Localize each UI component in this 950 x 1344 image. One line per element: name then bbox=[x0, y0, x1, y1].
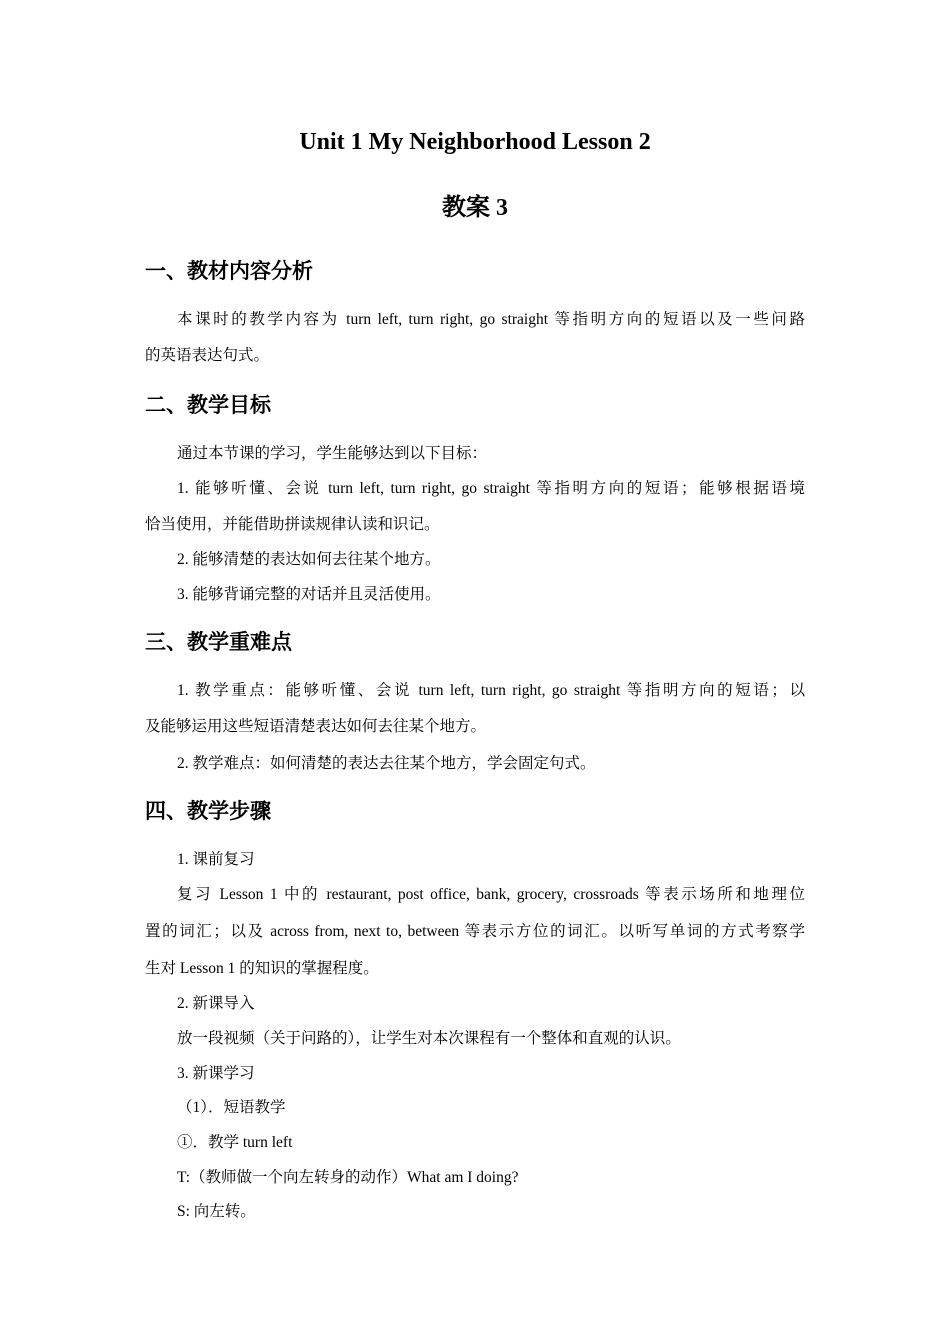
document-subtitle: 教案 3 bbox=[442, 195, 508, 221]
paragraph-line: 通过本节课的学习，学生能够达到以下目标： bbox=[177, 445, 488, 462]
paragraph-line: 2. 新课导入 bbox=[177, 995, 255, 1012]
paragraph-line: T:（教师做一个向左转身的动作）What am I doing? bbox=[177, 1169, 519, 1186]
paragraph-line: 1. 教学重点：能够听懂、会说 turn left, turn right, go straight 等指明方向的短语；以 bbox=[177, 682, 805, 699]
paragraph-line: 3. 新课学习 bbox=[177, 1065, 255, 1082]
paragraph-line: 3. 能够背诵完整的对话并且灵活使用。 bbox=[177, 586, 441, 603]
paragraph-line: 及能够运用这些短语清楚表达如何去往某个地方。 bbox=[145, 718, 487, 735]
paragraph-line: 的英语表达句式。 bbox=[145, 347, 270, 364]
paragraph-line: 放一段视频（关于问路的），让学生对本次课程有一个整体和直观的认识。 bbox=[177, 1030, 681, 1047]
paragraph-line: 2. 能够清楚的表达如何去往某个地方。 bbox=[177, 551, 441, 568]
paragraph-line: 复习 Lesson 1 中的 restaurant, post office, bank, grocery, crossroads 等表示场所和地理位 bbox=[177, 886, 805, 903]
paragraph-line: （1）．短语教学 bbox=[177, 1099, 286, 1116]
section-heading-key-points: 三、教学重难点 bbox=[145, 630, 292, 654]
paragraph-line: 1. 课前复习 bbox=[177, 851, 255, 868]
section-heading-steps: 四、教学步骤 bbox=[145, 799, 271, 823]
paragraph-line: 2. 教学难点：如何清楚的表达去往某个地方，学会固定句式。 bbox=[177, 755, 596, 772]
paragraph-line: 生对 Lesson 1 的知识的掌握程度。 bbox=[145, 960, 379, 977]
section-heading-content-analysis: 一、教材内容分析 bbox=[145, 259, 313, 283]
paragraph-line: 本课时的教学内容为 turn left, turn right, go straight 等指明方向的短语以及一些问路 bbox=[177, 311, 805, 328]
section-heading-goals: 二、教学目标 bbox=[145, 393, 271, 417]
paragraph-line: ①．教学 turn left bbox=[177, 1134, 293, 1151]
paragraph-line: 置的词汇；以及 across from, next to, between 等表示方位的词汇。以听写单词的方式考察学 bbox=[145, 923, 805, 940]
paragraph-line: S: 向左转。 bbox=[177, 1203, 256, 1220]
document-title: Unit 1 My Neighborhood Lesson 2 bbox=[299, 129, 651, 155]
paragraph-line: 恰当使用，并能借助拼读规律认读和识记。 bbox=[145, 516, 440, 533]
paragraph-line: 1. 能够听懂、会说 turn left, turn right, go straight 等指明方向的短语；能够根据语境 bbox=[177, 480, 805, 497]
